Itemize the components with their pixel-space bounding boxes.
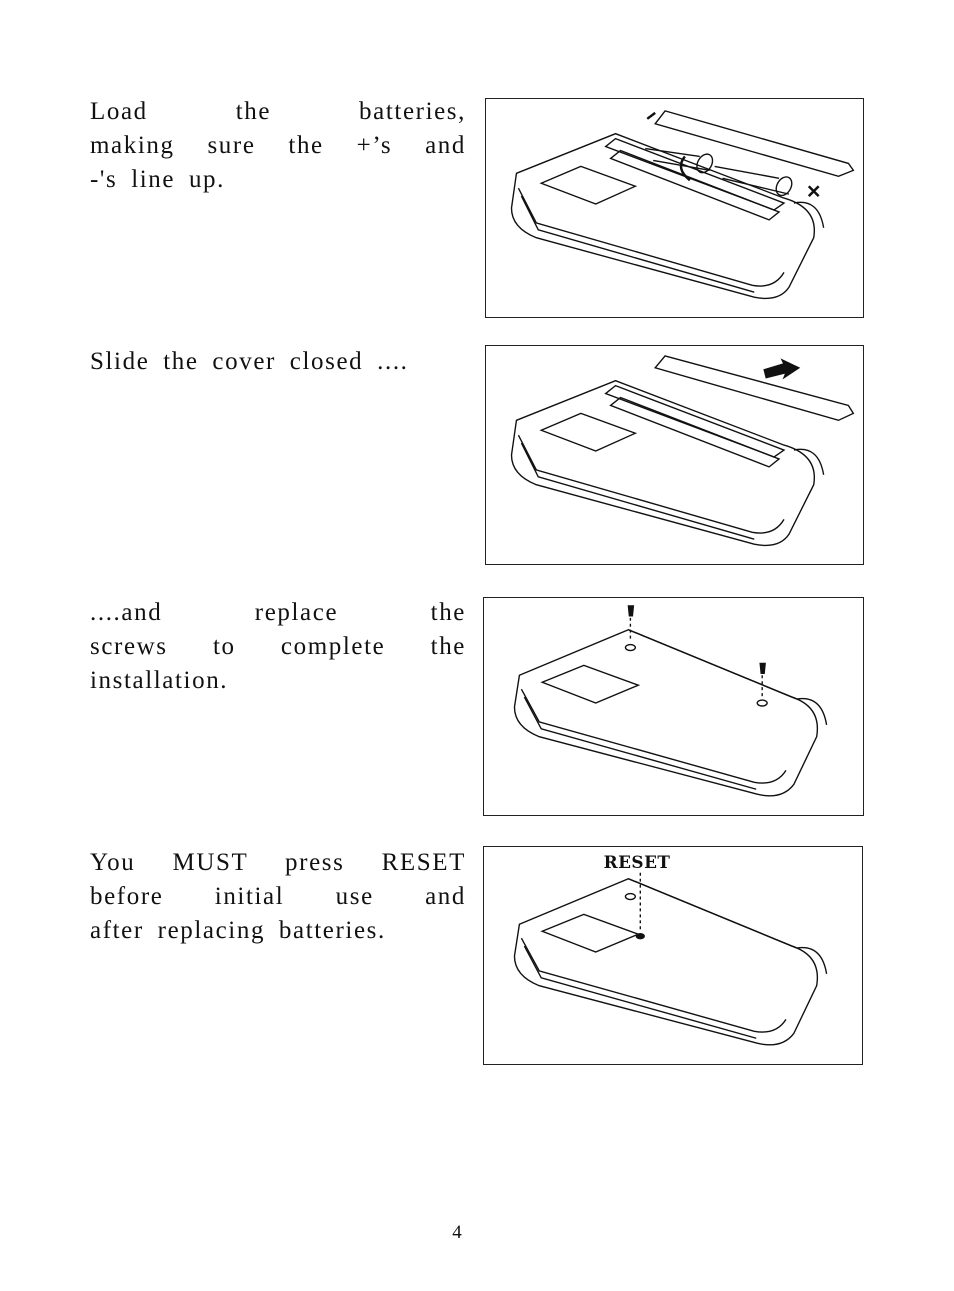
step-1-line-2: making sure the +’s and xyxy=(90,132,466,159)
step-1-line-3: -'s line up. xyxy=(90,166,225,193)
reset-hole-icon xyxy=(636,934,644,939)
figure-slide-cover xyxy=(485,345,864,565)
battery-cover xyxy=(655,356,853,420)
device-screws-illustration xyxy=(484,598,863,815)
screen-panel xyxy=(541,166,635,204)
step-3-line-3: installation. xyxy=(90,667,229,694)
step-4-line-3: after replacing batteries. xyxy=(90,917,386,944)
screw-2-icon xyxy=(760,663,765,673)
screen-panel xyxy=(541,413,635,451)
screen-panel xyxy=(542,665,638,703)
page-number: 4 xyxy=(452,1222,462,1243)
plus-sign-icon xyxy=(809,186,819,196)
screen-panel xyxy=(542,914,638,952)
reset-label: RESET xyxy=(603,851,671,872)
step-4-line-1: You MUST press RESET xyxy=(90,849,466,876)
step-3-line-2: screws to complete the xyxy=(90,633,466,660)
step-2-text xyxy=(90,345,466,379)
step-1-line-1: Load the batteries, xyxy=(90,98,466,125)
minus-sign-icon xyxy=(647,113,655,119)
figure-reset xyxy=(483,846,863,1065)
figure-replace-screws xyxy=(483,597,864,816)
step-4-text xyxy=(90,846,466,948)
step-3-line-1: ....and replace the xyxy=(90,599,466,626)
device-body xyxy=(514,879,817,1045)
step-3-text xyxy=(90,596,466,698)
device-batteries-illustration xyxy=(486,99,863,317)
device-cover-illustration xyxy=(486,346,863,564)
step-2-line-1: Slide the cover closed .... xyxy=(90,348,409,375)
screw-1-icon xyxy=(628,606,633,616)
slide-arrow-icon xyxy=(764,360,799,378)
figure-load-batteries xyxy=(485,98,864,318)
step-4-line-2: before initial use and xyxy=(90,883,466,910)
device-body xyxy=(511,134,814,299)
battery-1 xyxy=(694,151,716,175)
device-body xyxy=(511,381,814,546)
device-body xyxy=(514,630,817,796)
device-reset-illustration xyxy=(484,847,862,1064)
step-1-text xyxy=(90,95,466,197)
